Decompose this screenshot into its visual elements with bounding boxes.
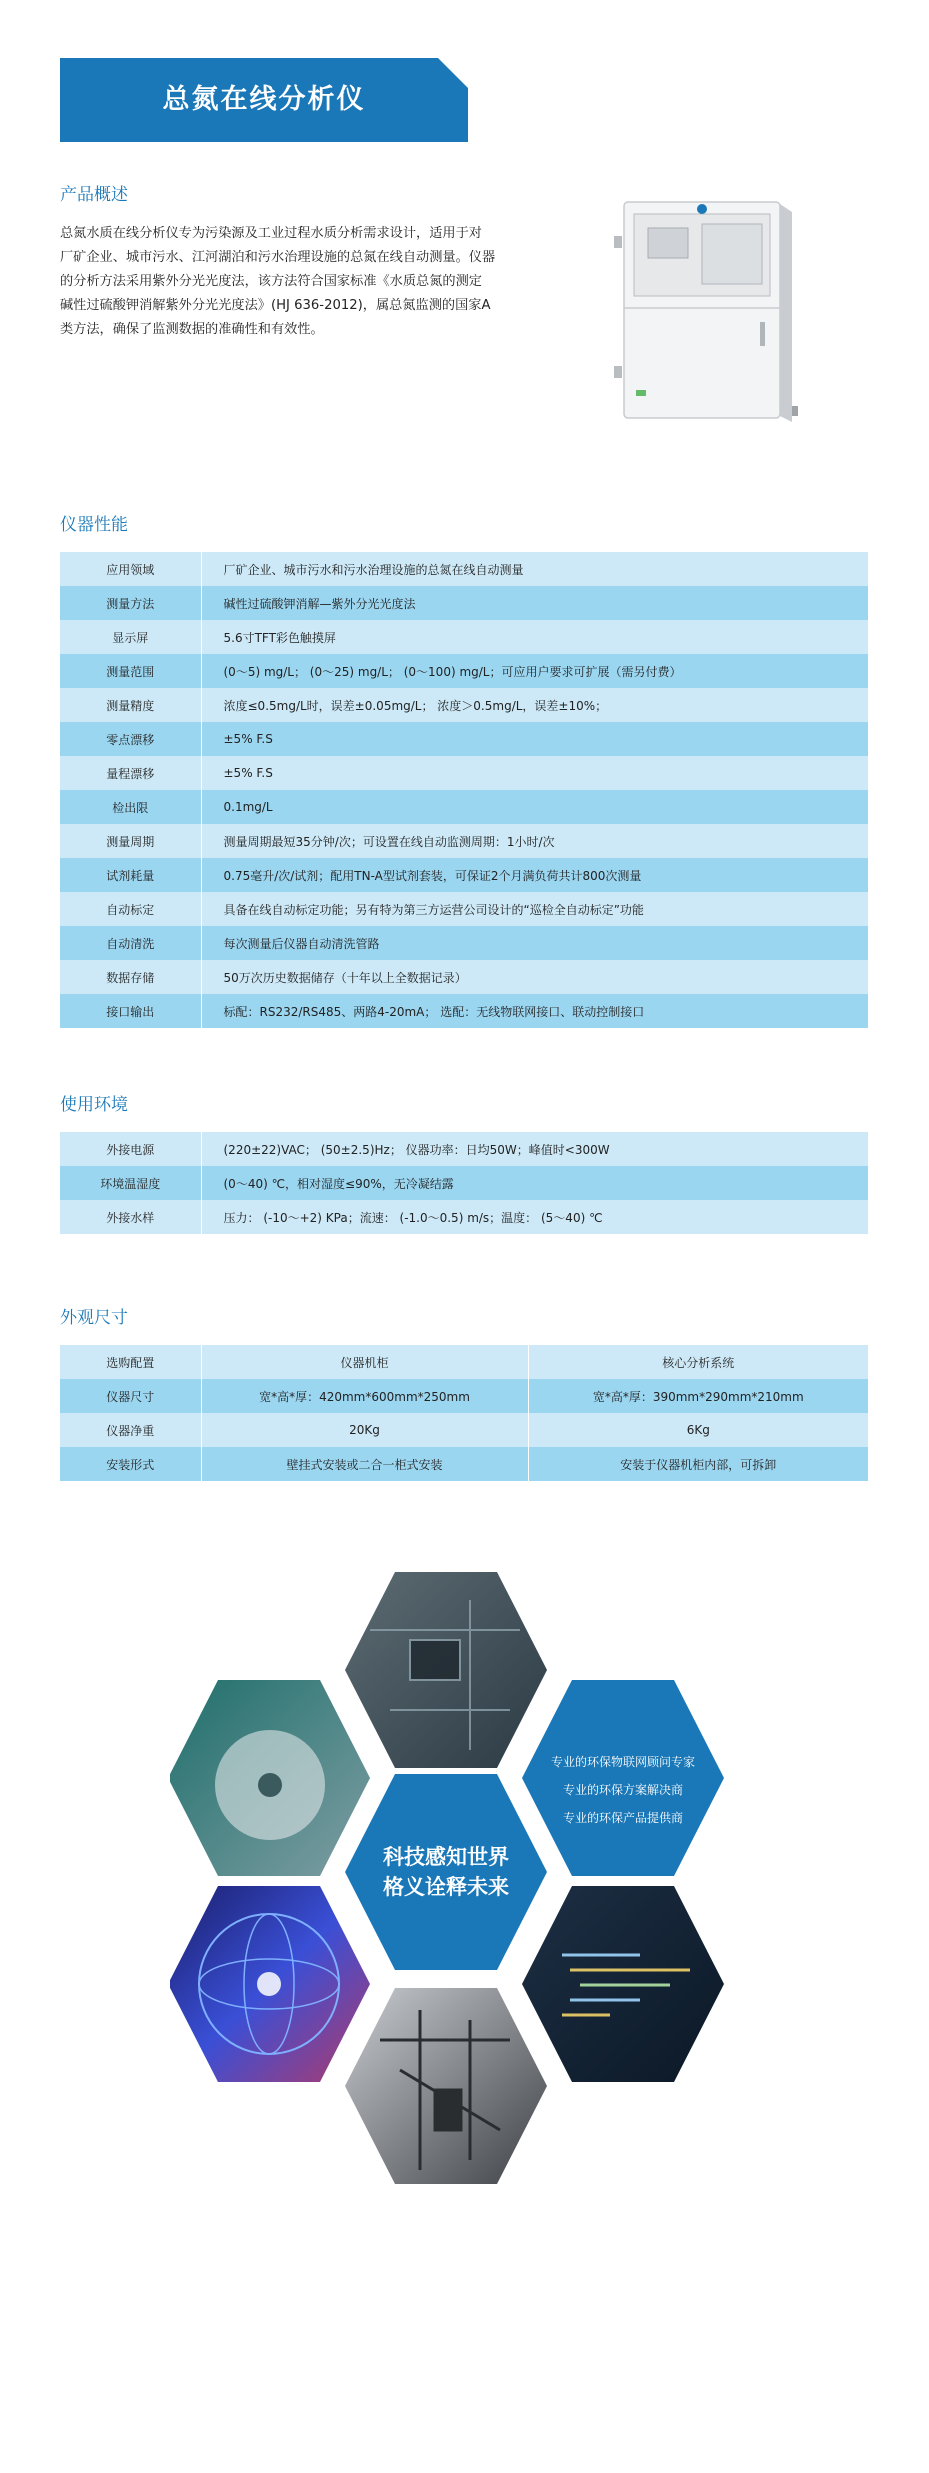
table-row (60, 1200, 868, 1234)
row-label: 仪器尺寸 (60, 1379, 201, 1413)
row-label: 选购配置 (60, 1345, 201, 1379)
row-label: 自动清洗 (60, 926, 201, 960)
row-label: 接口输出 (60, 994, 201, 1028)
row-value: ±5% F.S (201, 756, 868, 790)
row-label: 仪器净重 (60, 1413, 201, 1447)
service-line: 专业的环保产品提供商 (562, 1811, 683, 1825)
table-row (60, 960, 868, 994)
row-cell: 宽*高*厚：390mm*290mm*210mm (528, 1379, 868, 1413)
row-value: 具备在线自动标定功能；另有特为第三方运营公司设计的“巡检全自动标定”功能 (201, 892, 868, 926)
table-row (60, 586, 868, 620)
row-value: 50万次历史数据储存（十年以上全数据记录） (201, 960, 868, 994)
slogan-line: 科技感知世界 (383, 1845, 509, 1869)
table-row (60, 1413, 868, 1447)
row-value: 标配：RS232/RS485、两路4-20mA； 选配：无线物联网接口、联动控制接口 (201, 994, 868, 1028)
row-value: (0～40) ℃，相对湿度≤90%，无冷凝结露 (201, 1166, 868, 1200)
table-row (60, 688, 868, 722)
row-value: 0.1mg/L (201, 790, 868, 824)
row-label: 自动标定 (60, 892, 201, 926)
table-row (60, 654, 868, 688)
dimensions-table (60, 1345, 868, 1481)
row-label: 零点漂移 (60, 722, 201, 756)
table-row (60, 926, 868, 960)
title-banner (60, 58, 468, 142)
row-cell: 仪器机柜 (201, 1345, 528, 1379)
row-label: 测量精度 (60, 688, 201, 722)
table-row (60, 1379, 868, 1413)
row-label: 外接水样 (60, 1200, 201, 1234)
row-value: 测量周期最短35分钟/次；可设置在线自动监测周期：1小时/次 (201, 824, 868, 858)
row-cell: 宽*高*厚：420mm*600mm*250mm (201, 1379, 528, 1413)
table-row (60, 1166, 868, 1200)
table-row (60, 994, 868, 1028)
row-label: 检出限 (60, 790, 201, 824)
service-line: 专业的环保物联网顾问专家 (550, 1755, 695, 1769)
table-row (60, 722, 868, 756)
row-cell: 壁挂式安装或二合一柜式安装 (201, 1447, 528, 1481)
intro-line: 总氮水质在线分析仪专为污染源及工业过程水质分析需求设计，适用于对 (60, 226, 482, 241)
table-row (60, 552, 868, 586)
table-row (60, 892, 868, 926)
row-label: 外接电源 (60, 1132, 201, 1166)
table-row (60, 824, 868, 858)
center-slogan (345, 1842, 547, 1902)
row-label: 环境温湿度 (60, 1166, 201, 1200)
table-row (60, 790, 868, 824)
row-value: 浓度≤0.5mg/L时，误差±0.05mg/L； 浓度＞0.5mg/L，误差±10%； (201, 688, 868, 722)
table-row (60, 620, 868, 654)
table-row (60, 1132, 868, 1166)
section-title-environment: 使用环境 (60, 1095, 128, 1115)
row-label: 安装形式 (60, 1447, 201, 1481)
section-title-performance: 仪器性能 (60, 515, 128, 535)
row-cell: 6Kg (528, 1413, 868, 1447)
row-value: (220±22)VAC； (50±2.5)Hz； 仪器功率：日均50W；峰值时<300W (201, 1132, 868, 1166)
intro-line: 的分析方法采用紫外分光光度法，该方法符合国家标准《水质总氮的测定 (60, 274, 482, 289)
row-label: 测量范围 (60, 654, 201, 688)
row-cell: 安装于仪器机柜内部，可拆卸 (528, 1447, 868, 1481)
table-row (60, 756, 868, 790)
row-label: 量程漂移 (60, 756, 201, 790)
right-hex-text (522, 1748, 724, 1832)
row-value: 碱性过硫酸钾消解—紫外分光光度法 (201, 586, 868, 620)
row-label: 显示屏 (60, 620, 201, 654)
row-value: 厂矿企业、城市污水和污水治理设施的总氮在线自动测量 (201, 552, 868, 586)
row-label: 数据存储 (60, 960, 201, 994)
section-title-dimensions: 外观尺寸 (60, 1308, 128, 1328)
page-title: 总氮在线分析仪 (162, 84, 366, 115)
row-cell: 20Kg (201, 1413, 528, 1447)
analyzer-cabinet-image (610, 196, 800, 426)
service-line: 专业的环保方案解决商 (562, 1783, 683, 1797)
section-title-overview: 产品概述 (60, 185, 128, 205)
row-value: (0～5) mg/L； (0～25) mg/L； (0～100) mg/L；可应用户要求可扩展（需另付费） (201, 654, 868, 688)
table-header-row (60, 1345, 868, 1379)
row-cell: 核心分析系统 (528, 1345, 868, 1379)
hex-bottom-pcb (345, 1988, 547, 2184)
hexagon-graphic (170, 1570, 760, 2190)
intro-line: 厂矿企业、城市污水、江河湖泊和污水治理设施的总氮在线自动测量。仪器 (60, 250, 496, 265)
row-value: 5.6寸TFT彩色触摸屏 (201, 620, 868, 654)
intro-line: 碱性过硫酸钾消解紫外分光光度法》(HJ 636-2012)，属总氮监测的国家A (60, 298, 491, 313)
environment-table (60, 1132, 868, 1234)
table-row (60, 858, 868, 892)
row-value: 压力： (-10～+2) KPa；流速： (-1.0～0.5) m/s；温度： (5～40) ℃ (201, 1200, 868, 1234)
row-label: 测量方法 (60, 586, 201, 620)
intro-paragraph (60, 222, 520, 342)
row-value: 每次测量后仪器自动清洗管路 (201, 926, 868, 960)
row-label: 试剂耗量 (60, 858, 201, 892)
row-value: ±5% F.S (201, 722, 868, 756)
row-label: 测量周期 (60, 824, 201, 858)
table-row (60, 1447, 868, 1481)
row-label: 应用领域 (60, 552, 201, 586)
slogan-line: 格义诠释未来 (383, 1875, 509, 1899)
performance-table (60, 552, 868, 1028)
row-value: 0.75毫升/次/试剂；配用TN-A型试剂套装，可保证2个月满负荷共计800次测量 (201, 858, 868, 892)
intro-line: 类方法，确保了监测数据的准确性和有效性。 (60, 322, 324, 337)
